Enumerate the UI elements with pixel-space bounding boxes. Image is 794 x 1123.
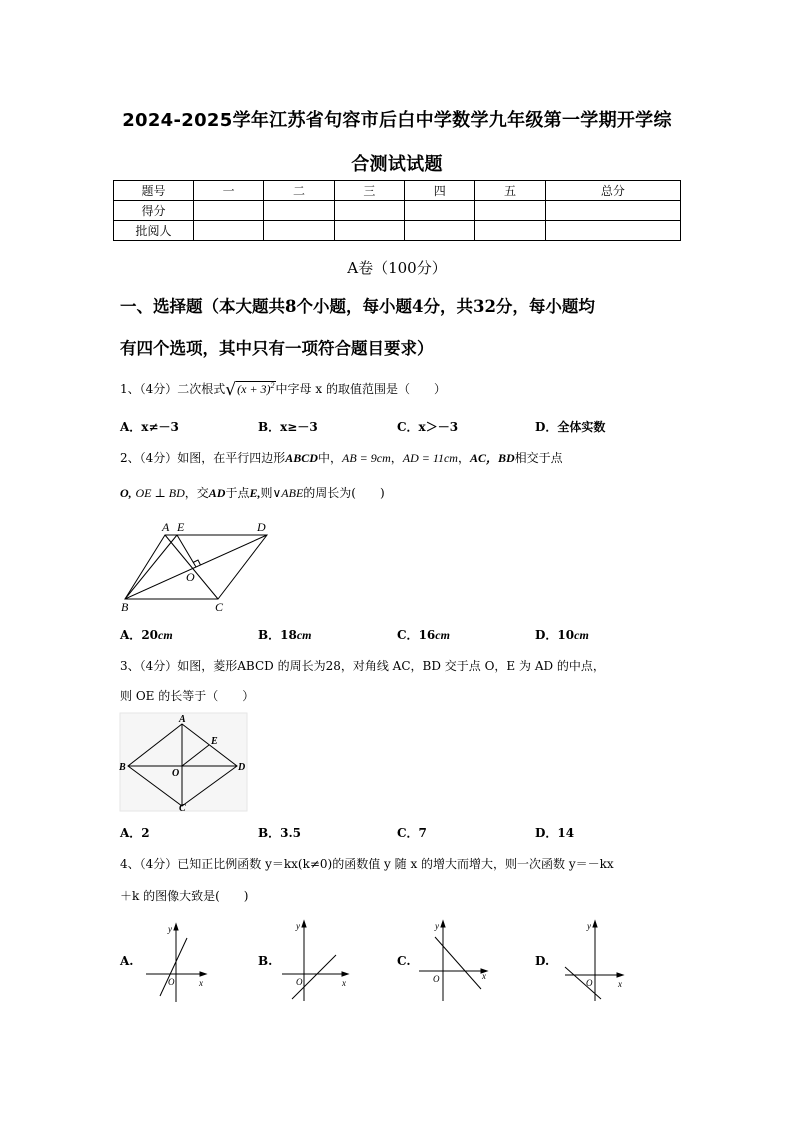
q2-math-acbd: AC，BD xyxy=(469,451,515,465)
q2-text: 相交于点 xyxy=(514,451,563,465)
q2-math-abcd: ABCD xyxy=(285,451,318,465)
q4-option-c-label: C. xyxy=(397,954,411,968)
score-table-header: 二 xyxy=(264,181,334,201)
score-table-row xyxy=(114,221,681,241)
q2-text: 中， xyxy=(317,451,342,465)
q2-parallelogram-figure xyxy=(115,515,285,615)
label-a: A xyxy=(162,520,170,534)
score-table-header-row xyxy=(114,181,681,201)
q2-text: 的周长为( ) xyxy=(303,486,385,500)
x-label: x xyxy=(342,978,346,988)
x-label: x xyxy=(618,979,622,989)
label-d: D xyxy=(238,762,246,773)
y-axis-arrow xyxy=(174,924,178,930)
q4-option-b-label: B. xyxy=(258,954,273,968)
q1-option-b: B．x≥－3 xyxy=(258,420,318,434)
q2-math-triangle: ∨ABE xyxy=(272,486,304,500)
q4-graph-c xyxy=(415,915,495,1005)
score-table-header: 三 xyxy=(334,181,404,201)
origin-label: O xyxy=(586,978,593,988)
label-e: E xyxy=(211,736,218,747)
q2-math-ad-2: AD xyxy=(208,486,226,500)
q3-option-b: B．3.5 xyxy=(258,826,302,840)
question-4-line-1: 4、（4分）已知正比例函数 y＝kx(k≠0)的函数值 y 随 x 的增大而增大，则一次函数 y＝－kx xyxy=(120,857,614,871)
y-axis-arrow xyxy=(593,921,597,927)
function-line xyxy=(435,937,481,989)
label-o: O xyxy=(186,570,195,584)
origin-label: O xyxy=(433,974,440,984)
label-b: B xyxy=(121,600,129,614)
q2-math-e: E, xyxy=(249,486,261,500)
label-e: E xyxy=(177,520,185,534)
title-line-2: 合测试试题 xyxy=(351,154,443,175)
score-row-label: 得分 xyxy=(114,201,194,221)
y-label: y xyxy=(168,924,172,934)
score-cell xyxy=(334,201,404,221)
label-c: C xyxy=(215,600,224,614)
q2-text: ，交 xyxy=(184,486,209,500)
label-a: A xyxy=(179,714,186,725)
question-2-line-2 xyxy=(120,482,385,504)
q4-graph-b xyxy=(278,915,353,1005)
y-label: y xyxy=(435,921,439,931)
question-3-line-2: 则 OE 的长等于（ ） xyxy=(120,689,255,703)
q4-option-a-label: A. xyxy=(120,954,134,968)
q2-math-oe: OE ⊥ BD xyxy=(135,486,185,500)
diagonal-ac xyxy=(165,535,218,599)
q3-option-a: A．2 xyxy=(120,826,150,840)
origin-label: O xyxy=(296,977,303,987)
q2-math-ad: AD = 11cm xyxy=(402,451,458,465)
question-3-line-1: 3、（4分）如图，菱形ABCD 的周长为28，对角线 AC，BD 交于点 O，E 为 AD 的中点， xyxy=(120,659,605,673)
x-axis-arrow xyxy=(342,972,348,976)
q2-option-c: C．16cm xyxy=(397,628,450,642)
q2-text: 于点 xyxy=(225,486,250,500)
question-4-line-2: ＋k 的图像大致是( ) xyxy=(120,889,249,903)
y-axis-arrow xyxy=(441,921,445,927)
function-line xyxy=(160,938,187,996)
segment-be xyxy=(125,535,177,599)
y-label: y xyxy=(587,921,591,931)
label-b: B xyxy=(119,762,126,773)
sqrt-symbol: √ xyxy=(225,380,237,400)
score-table-header: 总分 xyxy=(545,181,680,201)
q4-graph-d xyxy=(555,915,630,1005)
x-axis-arrow xyxy=(617,973,623,977)
score-cell xyxy=(475,201,545,221)
score-table xyxy=(113,180,681,241)
q4-option-d-label: D. xyxy=(535,954,550,968)
score-table-header: 五 xyxy=(475,181,545,201)
q1-radicand: $(x + 3)^2$ xyxy=(237,381,275,396)
label-d: D xyxy=(257,520,266,534)
section-a-heading: A卷（100分） xyxy=(347,259,447,277)
part1-heading-line-1: 一、选择题（本大题共8个小题，每小题4分，共32分，每小题均 xyxy=(120,297,595,316)
score-cell xyxy=(194,201,264,221)
label-c: C xyxy=(179,803,186,814)
q1-suffix: 中字母 x 的取值范围是（ ） xyxy=(275,382,446,396)
score-cell xyxy=(264,221,334,241)
q1-option-c: C．x＞－3 xyxy=(397,420,459,434)
q2-option-d: D．10cm xyxy=(535,628,589,642)
q1-option-a: A．x≠－3 xyxy=(120,420,179,434)
q2-text: ， xyxy=(390,451,403,465)
question-2-line-1 xyxy=(120,447,563,469)
q2-text: ， xyxy=(457,451,470,465)
score-cell xyxy=(545,201,680,221)
score-cell xyxy=(405,201,475,221)
part1-heading-line-2: 有四个选项，其中只有一项符合题目要求） xyxy=(120,339,434,358)
score-cell xyxy=(334,221,404,241)
score-cell xyxy=(264,201,334,221)
figure-background xyxy=(120,713,247,811)
y-label: y xyxy=(296,921,300,931)
origin-label: O xyxy=(168,977,175,987)
q1-option-d: D．全体实数 xyxy=(535,420,606,434)
score-cell xyxy=(475,221,545,241)
x-label: x xyxy=(199,978,203,988)
x-axis-arrow xyxy=(200,972,206,976)
q2-text: 则 xyxy=(260,486,273,500)
score-cell xyxy=(405,221,475,241)
score-cell xyxy=(545,221,680,241)
q2-math-ab: AB = 9cm xyxy=(341,451,391,465)
q3-rhombus-figure xyxy=(119,712,249,814)
x-label: x xyxy=(482,971,486,981)
score-table-header: 一 xyxy=(194,181,264,201)
q2-math-o: O, xyxy=(120,486,132,500)
q2-option-b: B．18cm xyxy=(258,628,312,642)
q3-option-c: C．7 xyxy=(397,826,427,840)
score-row-label: 批阅人 xyxy=(114,221,194,241)
title-line-1: 2024-2025学年江苏省句容市后白中学数学九年级第一学期开学综 xyxy=(122,110,672,131)
q3-option-d: D．14 xyxy=(535,826,575,840)
q1-prefix: 1、（4分）二次根式 xyxy=(120,382,226,396)
function-line xyxy=(565,967,601,999)
score-cell xyxy=(194,221,264,241)
score-table-row xyxy=(114,201,681,221)
q2-text: 2、（4分）如图，在平行四边形 xyxy=(120,451,286,465)
y-axis-arrow xyxy=(302,921,306,927)
score-table-header: 题号 xyxy=(114,181,194,201)
label-o: O xyxy=(172,768,180,779)
q2-option-a: A．20cm xyxy=(120,628,173,642)
question-1 xyxy=(120,375,446,401)
q4-graph-a xyxy=(140,918,210,1008)
score-table-header: 四 xyxy=(405,181,475,201)
